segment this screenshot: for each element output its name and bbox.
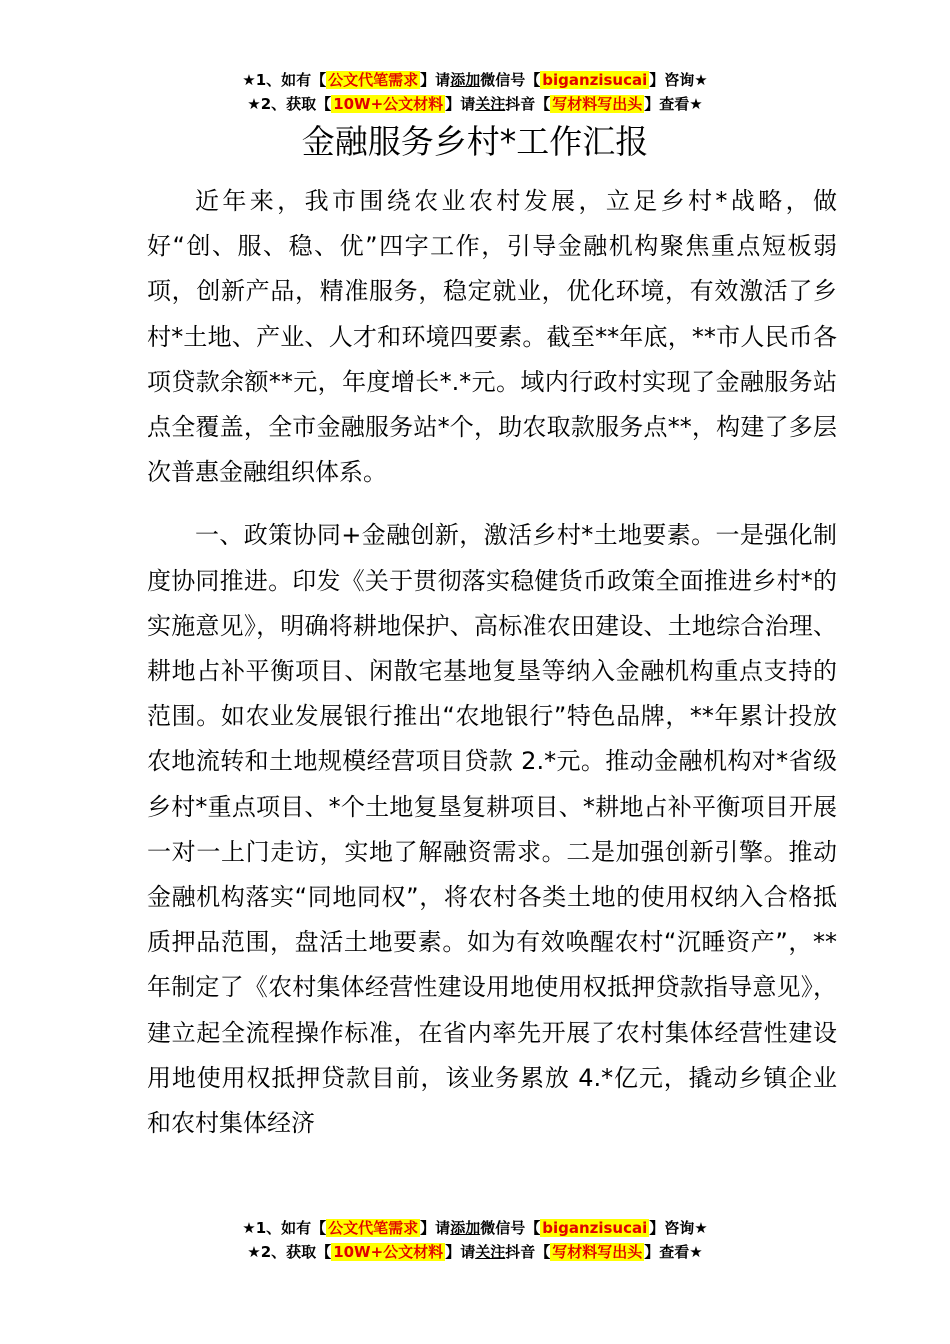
header-line2-mid2: 抖音【 (505, 95, 551, 113)
header-line1-mid1: 】请 (420, 71, 451, 89)
footer-line2-suffix: 】查看★ (644, 1243, 703, 1261)
document-title: 金融服务乡村*工作汇报 (301, 122, 649, 161)
header-line1-underline: 添加 (450, 71, 481, 89)
footer-line1-mid1: 】请 (420, 1219, 451, 1237)
footer-banner-line-1 (0, 1216, 950, 1240)
paragraph-section-one: 一、政策协同+金融创新，激活乡村*土地要素。一是强化制度协同推进。印发《关于贯彻落实稳健货币政策全面推进乡村*的实施意见》，明确将耕地保护、高标准农田建设、土地综合治理、耕地占补平衡项目、闲散宅基地复垦等纳入金融机构重点支持的范围。如农业发展银行推出“农地银行”特色品牌，**年累计投放农地流转和土地规模经营项目贷款 2.*元。推动金融机构对*省级乡村*重点项目、*个土地复垦复耕项目、*耕地占补平衡项目开展一对一上门走访，实地了解融资需求。二是加强创新引擎。推动金融机构落实“同地同权”，将农村各类土地的使用权纳入合格抵质押品范围，盘活土地要素。如为有效唤醒农村“沉睡资产”，**年制定了《农村集体经营性建设用地使用权抵押贷款指导意见》，建立起全流程操作标准，在省内率先开展了农村集体经营性建设用地使用权抵押贷款目前，该业务累放 4.*亿元，撬动乡镇企业和农村集体经济 (147, 521, 837, 1138)
footer-line2-mid2: 抖音【 (505, 1243, 551, 1261)
footer-line1-mid2: 微信号【 (480, 1219, 541, 1237)
footer-line1-prefix: ★1、如有【 (242, 1219, 327, 1237)
header-line2-prefix: ★2、获取【 (247, 95, 332, 113)
header-banner-line-2 (0, 92, 950, 116)
footer-line2-highlight-douyin: 写材料写出头 (552, 1243, 643, 1261)
header-line2-highlight-douyin: 写材料写出头 (552, 95, 643, 113)
footer-line2-mid1: 】请 (445, 1243, 476, 1261)
document-body (147, 179, 837, 1146)
header-line2-highlight-materials: 10W+公文材料 (333, 95, 444, 113)
paragraph-intro: 近年来，我市围绕农业农村发展，立足乡村*战略，做好“创、服、稳、优”四字工作，引导金融机构聚焦重点短板弱项，创新产品，精准服务，稳定就业，优化环境，有效激活了乡村*土地、产业、人才和环境四要素。截至**年底，**市人民币各项贷款余额**元，年度增长*.*元。域内行政村实现了金融服务站点全覆盖，全市金融服务站*个，助农取款服务点**，构建了多层次普惠金融组织体系。 (147, 187, 837, 487)
header-line1-mid2: 微信号【 (480, 71, 541, 89)
header-line1-prefix: ★1、如有【 (242, 71, 327, 89)
footer-line1-highlight-service: 公文代笔需求 (328, 1219, 419, 1237)
header-line1-highlight-wechat: biganzisucai (542, 71, 648, 89)
footer-line2-highlight-materials: 10W+公文材料 (333, 1243, 444, 1261)
header-banner (0, 68, 950, 116)
footer-line2-underline: 关注 (475, 1243, 506, 1261)
footer-banner-line-2 (0, 1240, 950, 1264)
footer-banner (0, 1216, 950, 1264)
footer-line1-suffix: 】咨询★ (649, 1219, 708, 1237)
header-banner-line-1 (0, 68, 950, 92)
footer-line1-underline: 添加 (450, 1219, 481, 1237)
footer-line2-prefix: ★2、获取【 (247, 1243, 332, 1261)
header-line2-mid1: 】请 (445, 95, 476, 113)
header-line2-suffix: 】查看★ (644, 95, 703, 113)
header-line2-underline: 关注 (475, 95, 506, 113)
header-line1-highlight-service: 公文代笔需求 (328, 71, 419, 89)
footer-line1-highlight-wechat: biganzisucai (542, 1219, 648, 1237)
header-line1-suffix: 】咨询★ (649, 71, 708, 89)
